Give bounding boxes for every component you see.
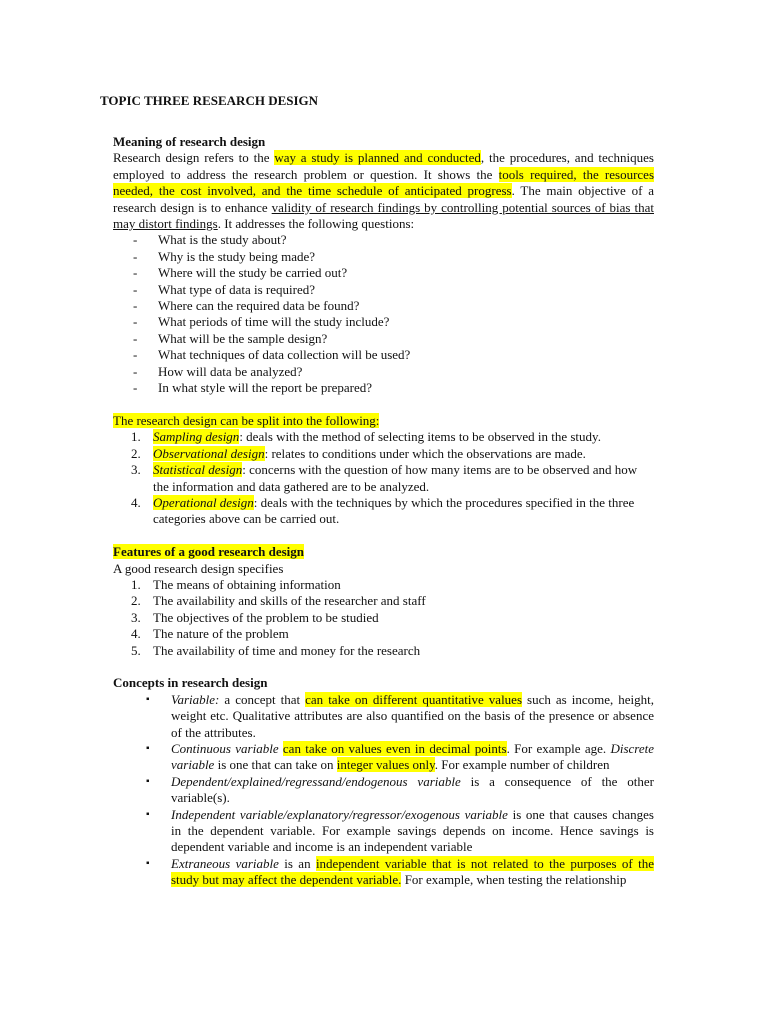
item-text: is an	[278, 855, 316, 871]
meaning-highlight-1: way a study is planned and conducted	[274, 150, 481, 166]
list-item	[113, 856, 654, 889]
item-term: Continuous variable	[171, 740, 279, 756]
item-text: : concerns with the question of how many items are to be observed and how the information and data gathered are to be analyzed.	[153, 462, 638, 494]
item-number: 2.	[131, 593, 141, 609]
list-item: - In what style will the report be prepared?	[113, 380, 654, 396]
list-item	[113, 462, 654, 495]
item-text: For example, when testing the relationship	[401, 872, 627, 888]
meaning-text-3: . The main objective of a research design is to enhance	[113, 183, 654, 215]
item-term: Variable:	[171, 691, 220, 707]
features-heading-highlight: Features of a good research design	[113, 544, 305, 560]
list-item	[113, 610, 654, 626]
bullet-icon: ▪	[146, 775, 150, 787]
bullet-icon: ▪	[146, 857, 150, 869]
list-item	[113, 643, 654, 659]
questions-list	[113, 232, 654, 396]
list-item	[113, 741, 654, 774]
item-text: . For example number of children	[434, 757, 610, 773]
item-term: Statistical design	[153, 462, 243, 478]
list-item	[113, 807, 654, 856]
item-highlight: can take on different quantitative values	[305, 691, 523, 707]
item-text: . For example age.	[506, 740, 611, 756]
item-highlight: integer values only	[336, 757, 435, 773]
list-item	[113, 446, 654, 462]
item-text: is a consequence of the other variable(s).	[171, 773, 654, 806]
item-text: such as income, height, weight etc. Qualitative attributes are also quantified on the basis of the presence or absence of the attributes.	[171, 691, 654, 740]
item-number: 5.	[131, 642, 141, 658]
bullet-icon: ▪	[146, 742, 150, 754]
item-highlight: can take on values even in decimal points	[282, 740, 507, 756]
item-number: 2.	[131, 445, 141, 461]
item-text: The objectives of the problem to be studied	[153, 609, 379, 625]
concepts-heading: Concepts in research design	[113, 675, 268, 691]
item-term: Operational design	[153, 494, 254, 510]
meaning-section	[113, 134, 654, 889]
bullet-icon: ▪	[146, 693, 150, 705]
item-text: The means of obtaining information	[153, 576, 341, 592]
item-number: 4.	[131, 494, 141, 510]
concepts-list	[113, 692, 654, 889]
list-item	[113, 429, 654, 445]
meaning-text-1: Research design refers to the	[113, 150, 275, 166]
features-list	[113, 577, 654, 659]
bullet-icon: ▪	[146, 808, 150, 820]
meaning-paragraph	[113, 150, 654, 232]
list-item	[113, 774, 654, 807]
meaning-text-4: . It addresses the following questions:	[217, 216, 415, 232]
item-text: The availability and skills of the researcher and staff	[153, 593, 426, 609]
list-item	[113, 495, 654, 528]
list-item: - What techniques of data collection will be used?	[113, 347, 654, 363]
item-number: 4.	[131, 626, 141, 642]
meaning-highlight-2: tools required, the resources needed, the cost involved, and the time schedule of anticipated progress	[113, 166, 655, 199]
item-text: : relates to conditions under which the observations are made.	[264, 445, 586, 461]
item-number: 3.	[131, 609, 141, 625]
list-item: - How will data be analyzed?	[113, 364, 654, 380]
item-text: The nature of the problem	[153, 626, 289, 642]
item-number: 1.	[131, 576, 141, 592]
features-heading	[113, 544, 654, 560]
spacer	[113, 528, 654, 544]
item-text: : deals with the techniques by which the procedures specified in the three categories above can be carried out.	[153, 494, 635, 527]
spacer	[113, 397, 654, 413]
list-item: - Where will the study be carried out?	[113, 265, 654, 281]
item-term: Dependent/explained/regressand/endogenous variable	[171, 773, 461, 789]
list-item: - Where can the required data be found?	[113, 298, 654, 314]
item-term: Extraneous variable	[171, 855, 279, 871]
list-item: - What periods of time will the study include?	[113, 314, 654, 330]
document-title: TOPIC THREE RESEARCH DESIGN	[100, 93, 319, 108]
list-item	[113, 577, 654, 593]
list-item: - What type of data is required?	[113, 282, 654, 298]
item-highlight: independent variable that is not related to the purposes of the study but may affect the dependent variable.	[171, 855, 654, 888]
item-number: 1.	[131, 429, 141, 445]
item-text: a concept that	[219, 691, 306, 707]
list-item: - What is the study about?	[113, 232, 654, 248]
item-text: The availability of time and money for the research	[153, 642, 421, 658]
list-item: - Why is the study being made?	[113, 249, 654, 265]
item-text: : deals with the method of selecting items to be observed in the study.	[239, 429, 601, 445]
split-intro-highlight: The research design can be split into the following:	[113, 412, 380, 428]
split-intro	[113, 413, 654, 429]
list-item	[113, 593, 654, 609]
meaning-heading: Meaning of research design	[113, 134, 266, 149]
spacer	[113, 659, 654, 675]
split-list	[113, 429, 654, 527]
item-term: Sampling design	[153, 429, 240, 445]
item-text: is one that causes changes in the dependent variable. For example savings depends on income. Hence savings is dependent variable and income is an independent variable	[171, 806, 654, 855]
item-text: is one that can take on	[214, 757, 337, 773]
item-term: Observational design	[153, 445, 265, 461]
features-intro: A good research design specifies	[113, 560, 284, 576]
item-term: Independent variable/explanatory/regressor/exogenous variable	[171, 806, 508, 822]
meaning-underlined: validity of research findings by controlling potential sources of bias that may distort findings	[113, 199, 654, 232]
meaning-text-2: , the procedures, and techniques employed to address the research problem or question. It shows the	[113, 150, 654, 182]
item-term: Discrete variable	[171, 740, 654, 773]
item-number: 3.	[131, 462, 141, 478]
list-item	[113, 626, 654, 642]
list-item: - What will be the sample design?	[113, 331, 654, 347]
list-item	[113, 692, 654, 741]
